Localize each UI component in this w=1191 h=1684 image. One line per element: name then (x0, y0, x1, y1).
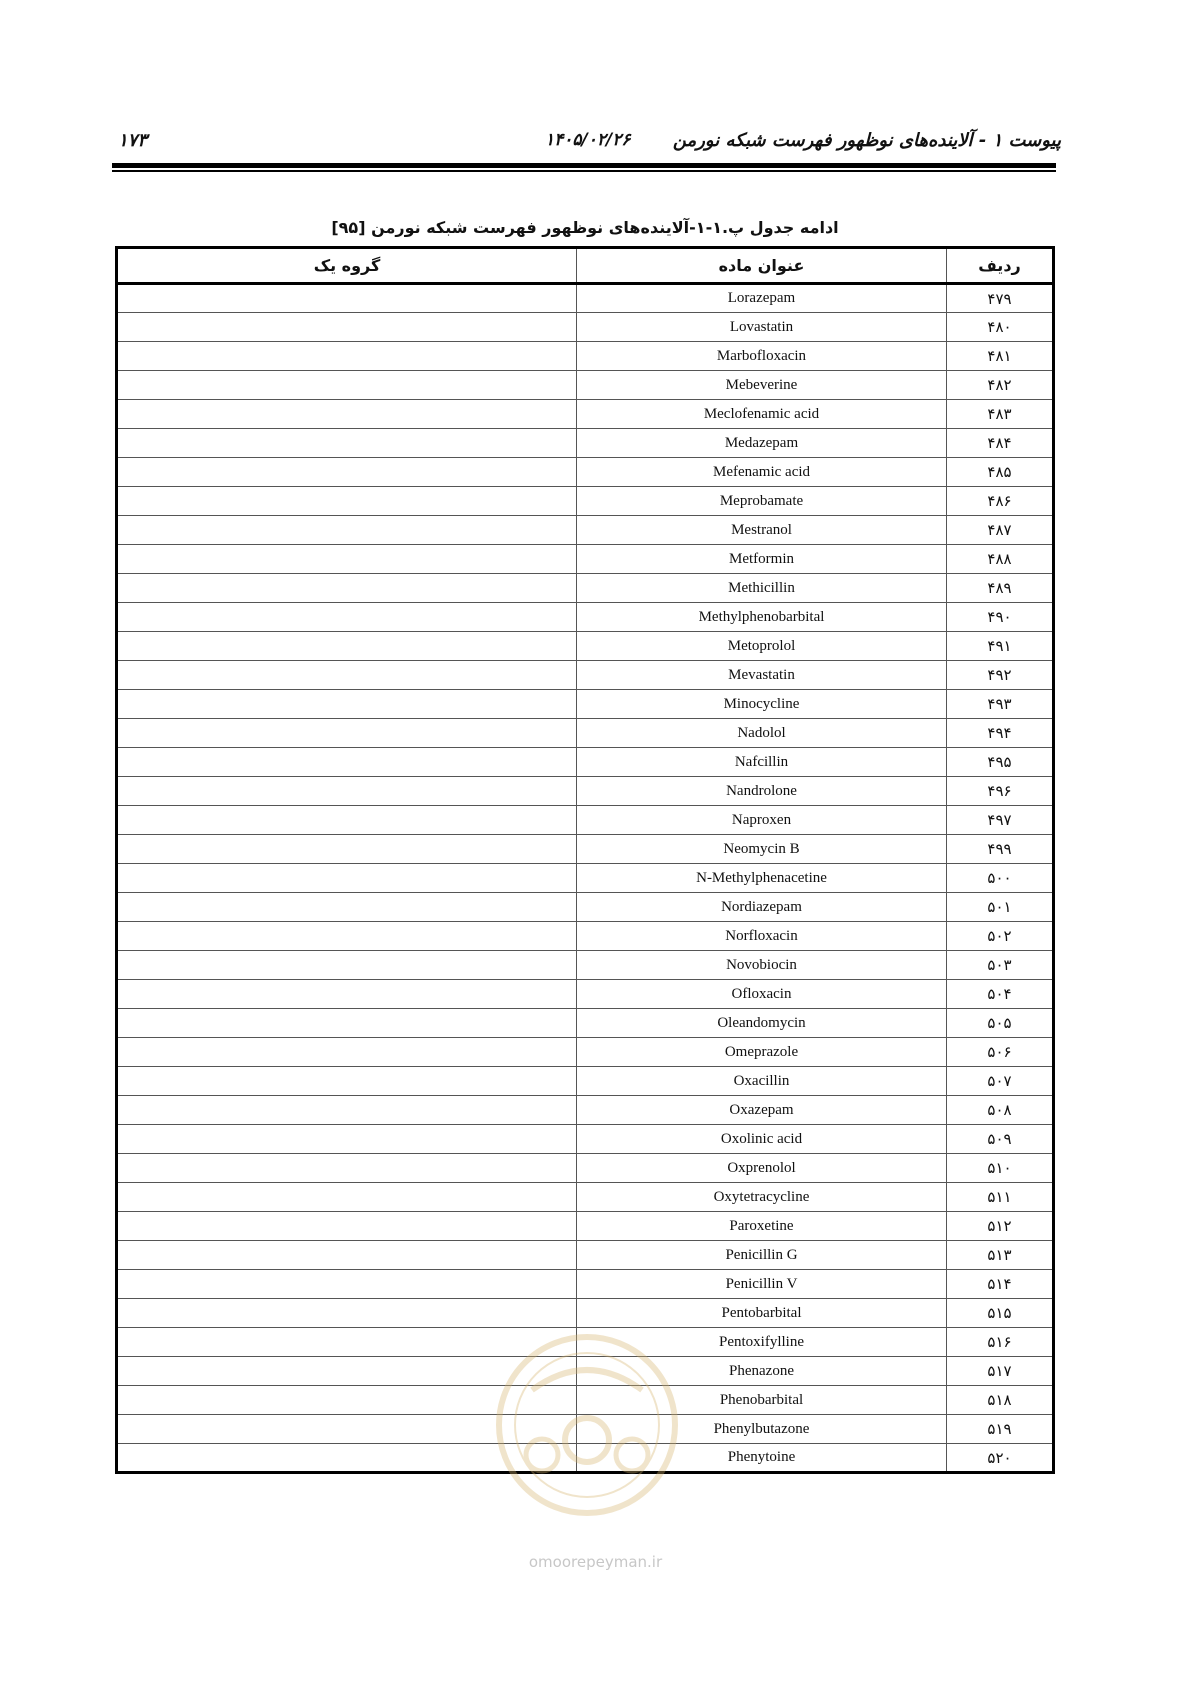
group-cell (117, 632, 577, 661)
table-row (117, 545, 1054, 574)
substance-name: Penicillin G (577, 1241, 947, 1270)
group-cell (117, 429, 577, 458)
table-row (117, 284, 1054, 313)
substance-name: Penicillin V (577, 1270, 947, 1299)
table-row (117, 1009, 1054, 1038)
table-row (117, 516, 1054, 545)
row-number: ۵۰۱ (947, 893, 1054, 922)
group-cell (117, 1241, 577, 1270)
row-number: ۵۰۷ (947, 1067, 1054, 1096)
substance-name: Nafcillin (577, 748, 947, 777)
substance-name: Neomycin B (577, 835, 947, 864)
group-cell (117, 1299, 577, 1328)
table-row (117, 342, 1054, 371)
group-cell (117, 690, 577, 719)
substance-name: Methylphenobarbital (577, 603, 947, 632)
group-cell (117, 806, 577, 835)
table-row (117, 1038, 1054, 1067)
group-cell (117, 1009, 577, 1038)
group-cell (117, 1125, 577, 1154)
substance-name: Oxolinic acid (577, 1125, 947, 1154)
table-row (117, 1125, 1054, 1154)
row-number: ۵۱۶ (947, 1328, 1054, 1357)
substance-name: Phenazone (577, 1357, 947, 1386)
table-row (117, 313, 1054, 342)
table-row (117, 632, 1054, 661)
header-date: ۱۴۰۵/۰۲/۲۶ (545, 130, 631, 150)
table-row (117, 371, 1054, 400)
row-number: ۵۰۵ (947, 1009, 1054, 1038)
table-row (117, 574, 1054, 603)
table-row (117, 458, 1054, 487)
row-number: ۵۱۳ (947, 1241, 1054, 1270)
substance-name: Nordiazepam (577, 893, 947, 922)
row-number: ۴۹۹ (947, 835, 1054, 864)
table-row (117, 1212, 1054, 1241)
table-row (117, 893, 1054, 922)
substance-name: Mebeverine (577, 371, 947, 400)
group-cell (117, 1038, 577, 1067)
substance-name: Lovastatin (577, 313, 947, 342)
group-cell (117, 545, 577, 574)
group-cell (117, 951, 577, 980)
table-body (117, 284, 1054, 1473)
row-number: ۵۰۸ (947, 1096, 1054, 1125)
table-row (117, 922, 1054, 951)
group-cell (117, 1183, 577, 1212)
row-number: ۴۸۰ (947, 313, 1054, 342)
table-row (117, 400, 1054, 429)
row-number: ۴۹۶ (947, 777, 1054, 806)
table-row (117, 1270, 1054, 1299)
row-number: ۴۸۵ (947, 458, 1054, 487)
table-row (117, 777, 1054, 806)
substance-name: Pentobarbital (577, 1299, 947, 1328)
group-cell (117, 1270, 577, 1299)
substances-table (115, 246, 1055, 1474)
row-number: ۴۸۳ (947, 400, 1054, 429)
group-cell (117, 313, 577, 342)
row-number: ۵۱۱ (947, 1183, 1054, 1212)
row-number: ۴۹۷ (947, 806, 1054, 835)
table-row (117, 690, 1054, 719)
substance-name: Paroxetine (577, 1212, 947, 1241)
table-row (117, 835, 1054, 864)
table-row (117, 487, 1054, 516)
group-cell (117, 661, 577, 690)
table-caption: ادامه جدول پ.۱-۱-آلاینده‌های نوظهور فهرست شبکه نورمن [۹۵] (331, 218, 839, 237)
substance-name: Ofloxacin (577, 980, 947, 1009)
group-cell (117, 487, 577, 516)
substance-name: Medazepam (577, 429, 947, 458)
substance-name: Omeprazole (577, 1038, 947, 1067)
group-cell (117, 893, 577, 922)
publisher-seal-watermark (492, 1330, 682, 1520)
group-cell (117, 980, 577, 1009)
table-header-row (117, 248, 1054, 284)
table-row (117, 661, 1054, 690)
row-number: ۵۱۷ (947, 1357, 1054, 1386)
page-number: ۱۷۳ (118, 130, 148, 151)
substance-name: Metoprolol (577, 632, 947, 661)
group-cell (117, 1212, 577, 1241)
header-name: عنوان ماده (577, 248, 947, 284)
row-number: ۵۲۰ (947, 1444, 1054, 1473)
row-number: ۴۸۲ (947, 371, 1054, 400)
substance-name: Naproxen (577, 806, 947, 835)
table-row (117, 1241, 1054, 1270)
row-number: ۵۰۴ (947, 980, 1054, 1009)
substance-name: Oxytetracycline (577, 1183, 947, 1212)
row-number: ۴۹۰ (947, 603, 1054, 632)
table-row (117, 603, 1054, 632)
substance-name: Norfloxacin (577, 922, 947, 951)
row-number: ۵۱۸ (947, 1386, 1054, 1415)
row-number: ۵۱۴ (947, 1270, 1054, 1299)
header-group: گروه یک (117, 248, 577, 284)
row-number: ۵۰۰ (947, 864, 1054, 893)
substance-name: N-Methylphenacetine (577, 864, 947, 893)
substance-name: Phenobarbital (577, 1386, 947, 1415)
substance-name: Pentoxifylline (577, 1328, 947, 1357)
group-cell (117, 574, 577, 603)
table-row (117, 1067, 1054, 1096)
substance-name: Methicillin (577, 574, 947, 603)
row-number: ۴۷۹ (947, 284, 1054, 313)
table-row (117, 980, 1054, 1009)
substance-name: Meprobamate (577, 487, 947, 516)
group-cell (117, 516, 577, 545)
substance-name: Nadolol (577, 719, 947, 748)
group-cell (117, 284, 577, 313)
substance-name: Marbofloxacin (577, 342, 947, 371)
group-cell (117, 777, 577, 806)
row-number: ۴۹۵ (947, 748, 1054, 777)
row-number: ۵۱۹ (947, 1415, 1054, 1444)
group-cell (117, 342, 577, 371)
substance-name: Meclofenamic acid (577, 400, 947, 429)
table-row (117, 951, 1054, 980)
header-title: پیوست ۱ - آلاینده‌های نوظهور فهرست شبکه نورمن (672, 130, 1061, 151)
table-row (117, 1154, 1054, 1183)
row-number: ۴۸۶ (947, 487, 1054, 516)
substance-name: Mevastatin (577, 661, 947, 690)
row-number: ۴۹۴ (947, 719, 1054, 748)
substance-name: Nandrolone (577, 777, 947, 806)
group-cell (117, 1154, 577, 1183)
group-cell (117, 400, 577, 429)
header-rule-thin (112, 170, 1056, 172)
table-row (117, 1096, 1054, 1125)
row-number: ۴۸۷ (947, 516, 1054, 545)
row-number: ۴۸۴ (947, 429, 1054, 458)
substance-name: Novobiocin (577, 951, 947, 980)
substance-name: Minocycline (577, 690, 947, 719)
group-cell (117, 864, 577, 893)
table-row (117, 864, 1054, 893)
header-rule-thick (112, 163, 1056, 168)
group-cell (117, 603, 577, 632)
substance-name: Metformin (577, 545, 947, 574)
substance-name: Phenytoine (577, 1444, 947, 1473)
table-row (117, 719, 1054, 748)
watermark-url: omoorepeyman.ir (528, 1553, 663, 1571)
group-cell (117, 922, 577, 951)
row-number: ۴۸۸ (947, 545, 1054, 574)
table-row (117, 429, 1054, 458)
group-cell (117, 748, 577, 777)
group-cell (117, 1096, 577, 1125)
table-row (117, 806, 1054, 835)
row-number: ۴۹۱ (947, 632, 1054, 661)
row-number: ۵۰۶ (947, 1038, 1054, 1067)
row-number: ۵۰۲ (947, 922, 1054, 951)
table-row (117, 748, 1054, 777)
row-number: ۵۰۳ (947, 951, 1054, 980)
group-cell (117, 719, 577, 748)
group-cell (117, 835, 577, 864)
substance-name: Lorazepam (577, 284, 947, 313)
row-number: ۵۱۲ (947, 1212, 1054, 1241)
substance-name: Oleandomycin (577, 1009, 947, 1038)
group-cell (117, 371, 577, 400)
row-number: ۴۹۲ (947, 661, 1054, 690)
row-number: ۴۹۳ (947, 690, 1054, 719)
row-number: ۵۱۵ (947, 1299, 1054, 1328)
substance-name: Oxazepam (577, 1096, 947, 1125)
row-number: ۴۸۹ (947, 574, 1054, 603)
substance-name: Mefenamic acid (577, 458, 947, 487)
header-number: ردیف (947, 248, 1054, 284)
substance-name: Oxprenolol (577, 1154, 947, 1183)
row-number: ۵۰۹ (947, 1125, 1054, 1154)
row-number: ۴۸۱ (947, 342, 1054, 371)
group-cell (117, 458, 577, 487)
table-row (117, 1299, 1054, 1328)
table-row (117, 1183, 1054, 1212)
substance-name: Oxacillin (577, 1067, 947, 1096)
substance-name: Mestranol (577, 516, 947, 545)
row-number: ۵۱۰ (947, 1154, 1054, 1183)
substance-name: Phenylbutazone (577, 1415, 947, 1444)
group-cell (117, 1067, 577, 1096)
